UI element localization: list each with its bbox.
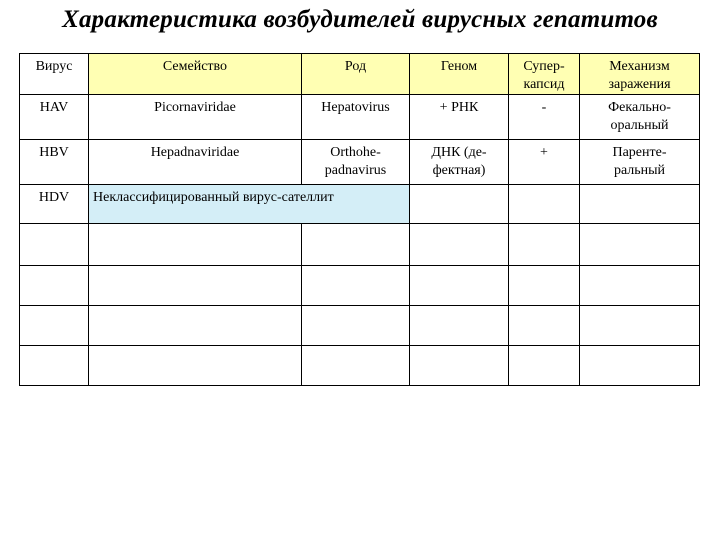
cell-genus: Hepatovirus: [302, 95, 410, 140]
cell-genome: [410, 140, 509, 185]
cell-empty: [302, 346, 410, 386]
cell-genome-line-1: ДНК (де-: [431, 145, 487, 160]
cell-mechanism-line-2: ральный: [613, 163, 666, 178]
cell-mechanism: [580, 140, 700, 185]
cell-empty: [89, 306, 302, 346]
cell-empty: [302, 306, 410, 346]
cell-empty: [302, 266, 410, 306]
cell-empty: [410, 224, 509, 266]
cell-empty: [302, 224, 410, 266]
cell-mechanism-line-1: Паренте-: [612, 145, 667, 160]
header-supercapsid: [509, 54, 580, 95]
cell-empty: [410, 266, 509, 306]
table-row-empty: [20, 306, 700, 346]
cell-empty: [509, 224, 580, 266]
header-mechanism-line-1: Механизм: [609, 59, 670, 74]
cell-genome: + РНК: [410, 95, 509, 140]
cell-empty: [20, 266, 89, 306]
cell-empty: [89, 224, 302, 266]
cell-empty: [580, 185, 700, 224]
cell-empty: [580, 346, 700, 386]
cell-empty: [89, 346, 302, 386]
cell-genome-line-2: фектная): [432, 163, 486, 178]
header-virus: Вирус: [20, 54, 89, 95]
cell-supercapsid: +: [509, 140, 580, 185]
cell-empty: [410, 346, 509, 386]
cell-genus-line-2: padnavirus: [324, 163, 387, 178]
cell-satellite-note: Неклассифицированный вирус-сателлит: [89, 185, 410, 224]
table-row-empty: [20, 266, 700, 306]
header-row: [20, 54, 700, 95]
header-mechanism-line-2: заражения: [608, 77, 671, 92]
cell-family: Picornaviridae: [89, 95, 302, 140]
cell-supercapsid: -: [509, 95, 580, 140]
cell-empty: [410, 185, 509, 224]
header-family: Семейство: [89, 54, 302, 95]
table-row: [20, 185, 700, 224]
cell-empty: [580, 224, 700, 266]
header-supercapsid-line-2: капсид: [523, 77, 565, 92]
header-supercapsid-line-1: Супер-: [523, 59, 565, 74]
cell-genus-line-1: Orthohe-: [330, 145, 381, 160]
cell-virus: HDV: [20, 185, 89, 224]
cell-empty: [509, 185, 580, 224]
cell-empty: [509, 346, 580, 386]
cell-family: Hepadnaviridae: [89, 140, 302, 185]
cell-mechanism-line-2: оральный: [610, 118, 669, 133]
cell-virus: HBV: [20, 140, 89, 185]
cell-empty: [509, 266, 580, 306]
table-row: [20, 95, 700, 140]
cell-empty: [580, 306, 700, 346]
cell-virus: HAV: [20, 95, 89, 140]
table-row: [20, 140, 700, 185]
virus-table: [19, 53, 700, 386]
cell-empty: [580, 266, 700, 306]
header-genus: Род: [302, 54, 410, 95]
cell-empty: [89, 266, 302, 306]
cell-genus: [302, 140, 410, 185]
cell-empty: [20, 306, 89, 346]
header-genome: Геном: [410, 54, 509, 95]
cell-empty: [20, 346, 89, 386]
cell-empty: [509, 306, 580, 346]
header-mechanism: [580, 54, 700, 95]
cell-empty: [410, 306, 509, 346]
cell-mechanism-line-1: Фекально-: [608, 100, 671, 115]
page-title: Характеристика возбудителей вирусных гепатитов: [62, 6, 658, 33]
table-row-empty: [20, 346, 700, 386]
cell-mechanism: [580, 95, 700, 140]
cell-empty: [20, 224, 89, 266]
table-row-empty: [20, 224, 700, 266]
